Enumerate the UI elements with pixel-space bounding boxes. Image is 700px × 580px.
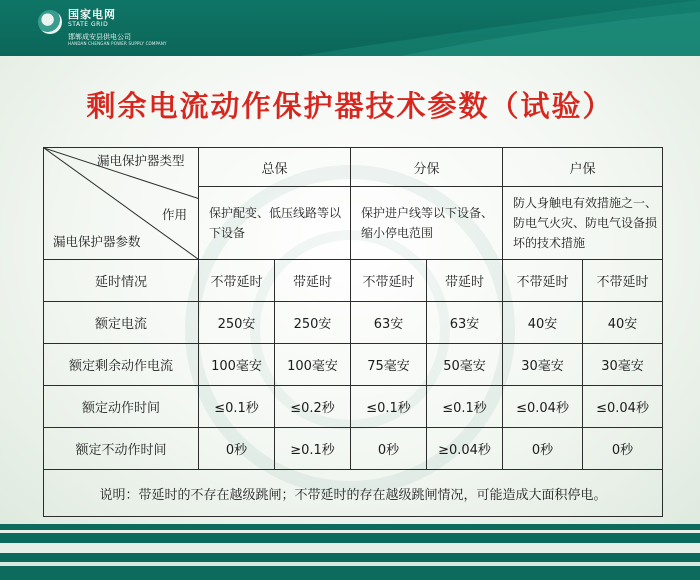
table-cell: 50毫安 [427,344,503,386]
footer-stripe [0,530,700,533]
table-row [44,428,663,470]
company-name-cn: 邯郸成安县供电公司 [68,33,131,41]
table-cell: 250安 [199,302,275,344]
table-cell: 40安 [503,302,583,344]
page-title: 剩余电流动作保护器技术参数（试验） [86,89,614,123]
table-cell: 带延时 [275,260,351,302]
table-cell: 100毫安 [275,344,351,386]
diag-label-type: 漏电保护器类型 [97,153,185,168]
footer-stripe [0,562,700,566]
table-cell: 100毫安 [199,344,275,386]
table-cell: ≤0.1秒 [427,386,503,428]
category-header: 总保 [199,148,351,187]
function-cell: 保护配变、低压线路等以下设备 [199,187,351,260]
table-row [44,386,663,428]
table-cell: 0秒 [583,428,663,470]
brand-logo [38,9,167,46]
row-label: 延时情况 [44,260,199,302]
diag-label-function: 作用 [162,207,188,222]
table-cell: ≤0.04秒 [583,386,663,428]
table-cell: ≤0.2秒 [275,386,351,428]
table-cell: ≤0.04秒 [503,386,583,428]
table-cell: 不带延时 [199,260,275,302]
table-cell: 250安 [275,302,351,344]
function-cell: 保护进户线等以下设备、缩小停电范围 [351,187,503,260]
company-name-en: HANDAN CHENGAN POWER SUPPLY COMPANY [68,41,167,46]
row-label: 额定不动作时间 [44,428,199,470]
brand-name-cn: 国家电网 [68,8,116,21]
table-cell: 0秒 [503,428,583,470]
row-label: 额定动作时间 [44,386,199,428]
table-cell: 30毫安 [583,344,663,386]
category-header: 分保 [351,148,503,187]
table-cell: 40安 [583,302,663,344]
table-row [44,470,663,517]
table-cell: 0秒 [199,428,275,470]
table-cell: 不带延时 [351,260,427,302]
table-cell: ≥0.1秒 [275,428,351,470]
table-cell: ≤0.1秒 [351,386,427,428]
state-grid-logo-icon [38,10,62,34]
diagonal-header-cell [44,148,199,260]
table-cell: 0秒 [351,428,427,470]
table-cell: 30毫安 [503,344,583,386]
row-label: 额定电流 [44,302,199,344]
diag-label-parameter: 漏电保护器参数 [53,234,141,249]
table-row [44,148,663,187]
table-row [44,302,663,344]
table-row [44,260,663,302]
function-cell: 防人身触电有效措施之一、防电气火灾、防电气设备损坏的技术措施 [503,187,663,260]
footer-stripe [0,543,700,553]
table-cell: 63安 [351,302,427,344]
parameter-table [43,147,663,517]
decorative-swoosh [280,0,700,56]
table-cell: 不带延时 [583,260,663,302]
category-header: 户保 [503,148,663,187]
table-cell: 75毫安 [351,344,427,386]
table-cell: 带延时 [427,260,503,302]
table-row [44,344,663,386]
row-label: 额定剩余动作电流 [44,344,199,386]
table-cell: 不带延时 [503,260,583,302]
table-note: 说明：带延时的不存在越级跳闸；不带延时的存在越级跳闸情况，可能造成大面积停电。 [44,470,663,517]
table-cell: 63安 [427,302,503,344]
brand-name-en: STATE GRID [68,21,109,28]
table-cell: ≥0.04秒 [427,428,503,470]
top-banner [0,0,700,56]
table-cell: ≤0.1秒 [199,386,275,428]
